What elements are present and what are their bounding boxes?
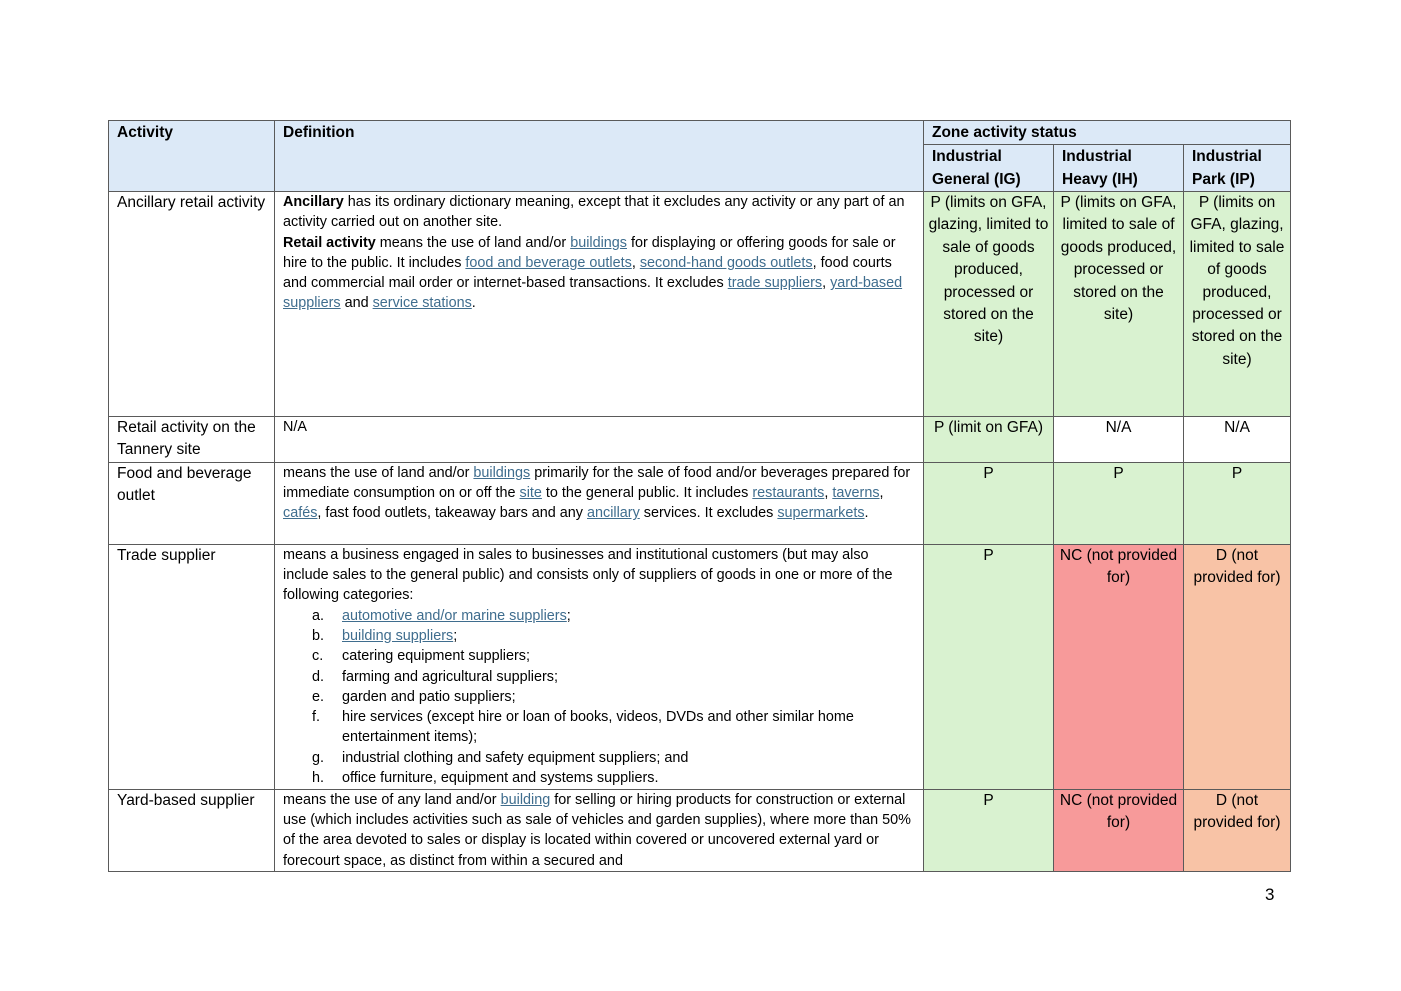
link-building[interactable]: building (500, 791, 551, 808)
list-marker: c. (312, 648, 324, 665)
list-item (312, 707, 915, 748)
definition-text: services. It excludes (639, 505, 778, 522)
table-row-tannery (109, 417, 1291, 463)
definition-paragraph (283, 192, 915, 233)
header-industrial-park: Industrial Park (IP) (1184, 145, 1291, 192)
category-list (283, 606, 915, 789)
status-ip: D (not provided for) (1184, 789, 1291, 871)
activity-cell: Trade supplier (109, 544, 275, 789)
definition-cell (275, 789, 924, 871)
status-ip: P (1184, 462, 1291, 544)
definition-text: means the use of any land and/or (283, 791, 501, 808)
link-cafes[interactable]: cafés (283, 505, 318, 522)
definition-text: primarily for the sale of food and/or beverages prepared for immediate consumption on or off the (283, 464, 911, 502)
list-item (312, 687, 915, 707)
list-marker: b. (312, 628, 325, 644)
definition-cell (275, 544, 924, 789)
table-row-trade-supplier (109, 544, 1291, 789)
link-yard-based-suppliers[interactable]: yard-based suppliers (283, 275, 903, 312)
link-automotive-marine-suppliers[interactable]: automotive and/or marine suppliers (342, 607, 567, 624)
header-zone-activity-status: Zone activity status (924, 121, 1291, 145)
list-item (312, 646, 915, 666)
definition-paragraph (283, 233, 915, 314)
status-ig: P (limit on GFA) (924, 417, 1054, 463)
link-taverns[interactable]: taverns (832, 485, 880, 502)
list-item (312, 626, 915, 646)
page-number: 3 (1265, 885, 1275, 904)
list-item (312, 748, 915, 768)
header-industrial-general: Industrial General (IG) (924, 145, 1054, 192)
definition-text: , (879, 485, 884, 502)
status-ig: P (924, 462, 1054, 544)
activity-cell: Food and beverage outlet (109, 462, 275, 544)
status-ig: P (924, 789, 1054, 871)
link-building-suppliers[interactable]: building suppliers (342, 628, 454, 644)
definition-text: , (824, 485, 833, 502)
link-site[interactable]: site (519, 485, 542, 502)
defined-term: Retail activity (283, 234, 376, 251)
defined-term: Ancillary (283, 194, 344, 210)
list-marker: f. (312, 709, 320, 726)
definition-text: , (631, 254, 640, 271)
definition-text: means the use of land and/or (375, 234, 571, 251)
list-text: garden and patio suppliers; (342, 688, 516, 705)
header-industrial-heavy: Industrial Heavy (IH) (1054, 145, 1184, 192)
link-buildings[interactable]: buildings (473, 464, 531, 481)
definition-cell: N/A (275, 417, 924, 463)
status-ih: P (1054, 462, 1184, 544)
status-ip: P (limits on GFA, glazing, limited to sale of goods produced, processed or stored on the site) (1184, 192, 1291, 417)
list-marker: a. (312, 607, 325, 624)
link-buildings[interactable]: buildings (570, 234, 627, 251)
list-item (312, 768, 915, 788)
status-ig: P (924, 544, 1054, 789)
definition-text: has its ordinary dictionary meaning, except that it excludes any activity or any part of an activity carried out on another site. (283, 194, 905, 231)
definition-text: and (340, 295, 373, 312)
list-marker: e. (312, 688, 325, 705)
definition-text: , food courts and commercial mail order or internet-based transactions. It excludes (283, 254, 892, 292)
status-ih: P (limits on GFA, limited to sale of goods produced, processed or stored on the site) (1054, 192, 1184, 417)
list-text: catering equipment suppliers; (342, 648, 530, 665)
definition-text: , (822, 275, 831, 292)
table-row-yard-based-supplier (109, 789, 1291, 871)
status-ih: NC (not provided for) (1054, 789, 1184, 871)
link-service-stations[interactable]: service stations (372, 295, 472, 312)
definition-text: for displaying or offering goods for sale or hire to the public. It includes (283, 234, 896, 271)
definition-text: means the use of land and/or (283, 464, 474, 481)
zone-activity-table (108, 120, 1291, 872)
list-item (312, 606, 915, 626)
list-item (312, 667, 915, 687)
activity-cell: Retail activity on the Tannery site (109, 417, 275, 463)
header-definition: Definition (275, 121, 924, 192)
link-supermarkets[interactable]: supermarkets (777, 505, 865, 522)
list-text: farming and agricultural suppliers; (342, 668, 558, 685)
link-ancillary[interactable]: ancillary (587, 505, 640, 522)
definition-text: to the general public. It includes (541, 485, 753, 502)
definition-text: , fast food outlets, takeaway bars and any (317, 505, 587, 522)
list-text: ; (566, 607, 571, 624)
list-text: ; (453, 628, 458, 644)
list-text: industrial clothing and safety equipment suppliers; and (342, 749, 689, 766)
definition-text: . (471, 295, 476, 312)
list-marker: h. (312, 770, 325, 787)
link-food-and-beverage-outlets[interactable]: food and beverage outlets (465, 254, 632, 271)
list-marker: g. (312, 749, 325, 766)
list-text: office furniture, equipment and systems suppliers. (342, 770, 659, 787)
status-ih: NC (not provided for) (1054, 544, 1184, 789)
status-ih: N/A (1054, 417, 1184, 463)
table-row-ancillary-retail (109, 192, 1291, 417)
list-marker: d. (312, 668, 325, 685)
definition-cell (275, 462, 924, 544)
status-ip: N/A (1184, 417, 1291, 463)
activity-cell: Ancillary retail activity (109, 192, 275, 417)
link-second-hand-goods-outlets[interactable]: second-hand goods outlets (639, 254, 813, 271)
status-ip: D (not provided for) (1184, 544, 1291, 789)
link-trade-suppliers[interactable]: trade suppliers (727, 275, 823, 292)
status-ig: P (limits on GFA, glazing, limited to sale of goods produced, processed or stored on the site) (924, 192, 1054, 417)
activity-cell: Yard-based supplier (109, 789, 275, 871)
header-activity: Activity (109, 121, 275, 192)
table-row-food-beverage (109, 462, 1291, 544)
definition-text: for selling or hiring products for construction or external use (which includes activities such as sale of vehicles and garden supplies), where more than 50% of the area devoted to sales or display is located within covered or uncovered external yard or forecourt space, as distinct from within a secured and (283, 791, 911, 869)
definition-text: means a business engaged in sales to businesses and institutional customers (but may also include sales to the general public) and consists only of suppliers of goods in one or more of the following categories: (283, 546, 893, 604)
link-restaurants[interactable]: restaurants (752, 485, 825, 502)
header-row-top (109, 121, 1291, 145)
definition-cell (275, 192, 924, 417)
definition-text: . (864, 505, 869, 522)
list-text: hire services (except hire or loan of books, videos, DVDs and other similar home entertainment items); (342, 709, 854, 746)
